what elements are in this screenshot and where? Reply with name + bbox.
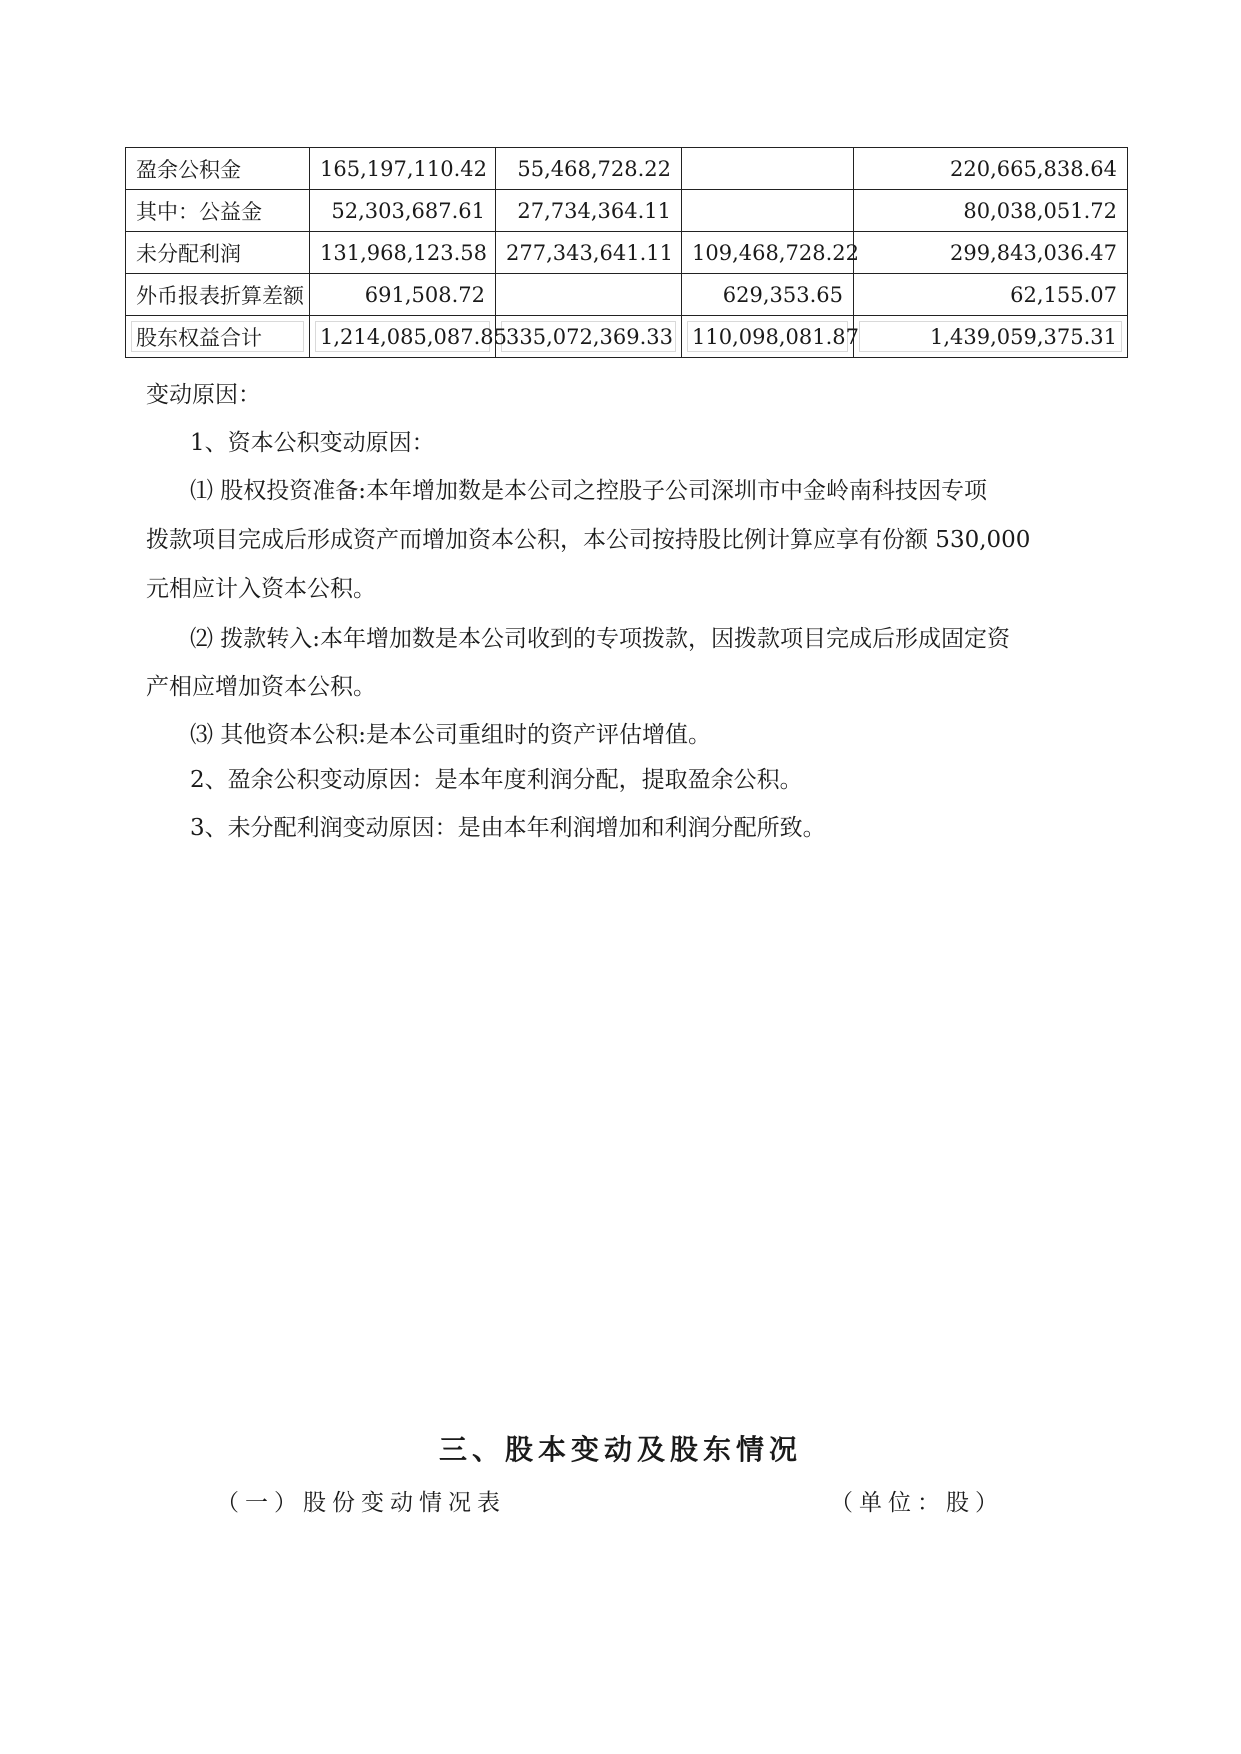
cell-value: 1,439,059,375.31 xyxy=(854,316,1128,358)
cell-value: 220,665,838.64 xyxy=(854,148,1128,190)
cell-value xyxy=(496,274,682,316)
cell-value: 131,968,123.58 xyxy=(310,232,496,274)
table-row xyxy=(126,148,1128,190)
note-item-3: 3、未分配利润变动原因：是由本年利润增加和利润分配所致。 xyxy=(190,815,826,841)
row-label: 股东权益合计 xyxy=(126,316,310,358)
cell-value xyxy=(682,148,854,190)
note-item-2: 2、盈余公积变动原因：是本年度利润分配，提取盈余公积。 xyxy=(190,767,803,793)
unit-label: （单位：股） xyxy=(830,1490,1004,1516)
cell-value: 629,353.65 xyxy=(682,274,854,316)
cell-value: 62,155.07 xyxy=(854,274,1128,316)
table-row-total xyxy=(126,316,1128,358)
cell-value: 80,038,051.72 xyxy=(854,190,1128,232)
cell-value: 1,214,085,087.85 xyxy=(310,316,496,358)
notes-heading: 变动原因： xyxy=(146,382,261,408)
section-title: 三、股本变动及股东情况 xyxy=(438,1433,802,1466)
cell-value: 27,734,364.11 xyxy=(496,190,682,232)
table-row xyxy=(126,274,1128,316)
cell-value: 109,468,728.22 xyxy=(682,232,854,274)
row-label: 未分配利润 xyxy=(126,232,310,274)
note-item-1: 1、资本公积变动原因： xyxy=(190,430,435,456)
note-item-1-2-line2: 产相应增加资本公积。 xyxy=(146,674,376,700)
table-row xyxy=(126,232,1128,274)
note-item-1-1-line3: 元相应计入资本公积。 xyxy=(146,576,376,602)
note-item-1-3: ⑶ 其他资本公积:是本公司重组时的资产评估增值。 xyxy=(190,722,712,748)
section-subtitle: （一）股份变动情况表 xyxy=(216,1490,506,1516)
cell-value: 691,508.72 xyxy=(310,274,496,316)
cell-value: 335,072,369.33 xyxy=(496,316,682,358)
equity-changes-table xyxy=(125,147,1128,358)
cell-value: 52,303,687.61 xyxy=(310,190,496,232)
table-row xyxy=(126,190,1128,232)
cell-value: 110,098,081.87 xyxy=(682,316,854,358)
note-item-1-2-line1: ⑵ 拨款转入:本年增加数是本公司收到的专项拨款，因拨款项目完成后形成固定资 xyxy=(190,626,1011,652)
row-label: 外币报表折算差额 xyxy=(126,274,310,316)
cell-value: 277,343,641.11 xyxy=(496,232,682,274)
cell-value xyxy=(682,190,854,232)
cell-value: 299,843,036.47 xyxy=(854,232,1128,274)
note-item-1-1-line2: 拨款项目完成后形成资产而增加资本公积，本公司按持股比例计算应享有份额 530,000 xyxy=(146,527,1031,553)
cell-value: 55,468,728.22 xyxy=(496,148,682,190)
row-label: 盈余公积金 xyxy=(126,148,310,190)
row-label: 其中：公益金 xyxy=(126,190,310,232)
cell-value: 165,197,110.42 xyxy=(310,148,496,190)
note-item-1-1-line1: ⑴ 股权投资准备:本年增加数是本公司之控股子公司深圳市中金岭南科技因专项 xyxy=(190,478,988,504)
